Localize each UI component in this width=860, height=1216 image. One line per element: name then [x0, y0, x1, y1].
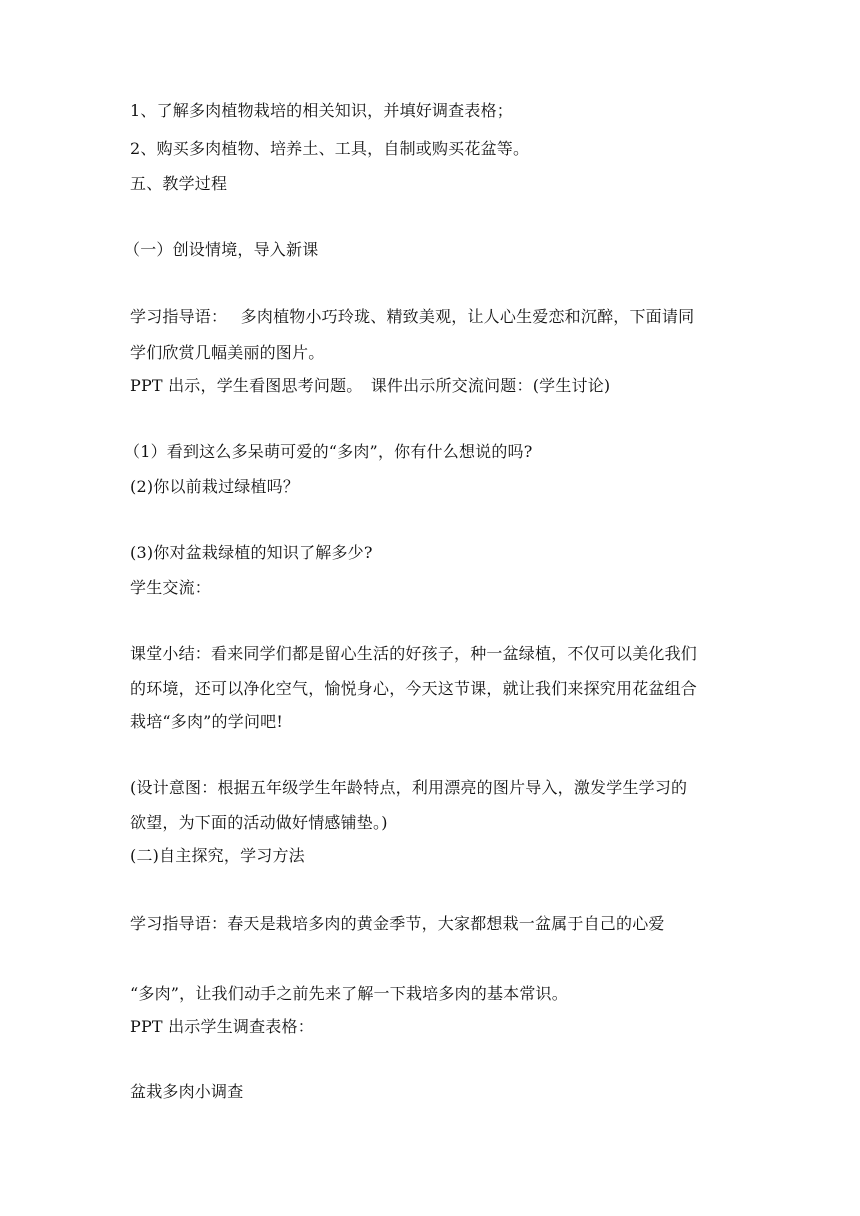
prep-item-1: 1、了解多肉植物栽培的相关知识，并填好调查表格；	[130, 101, 513, 120]
ppt-survey-instruction: PPT 出示学生调查表格：	[130, 1017, 314, 1036]
design-intent-line-1: (设计意图：根据五年级学生年龄特点，利用漂亮的图片导入，激发学生学习的	[130, 778, 688, 797]
guide-paragraph-line-2: 学们欣赏几幅美丽的图片。	[130, 343, 325, 362]
question-3: (3)你对盆栽绿植的知识了解多少?	[130, 543, 373, 562]
guide-paragraph-line-1: 学习指导语： 多肉植物小巧玲珑、精致美观，让人心生爱恋和沉醉，下面请同	[130, 307, 695, 326]
guide-paragraph-2-line-1: 学习指导语：春天是栽培多肉的黄金季节，大家都想栽一盆属于自己的心爱	[130, 914, 665, 933]
survey-title: 盆栽多肉小调查	[130, 1082, 244, 1101]
subsection-heading-2: (二)自主探究，学习方法	[130, 846, 305, 865]
summary-line-1: 课堂小结：看来同学们都是留心生活的好孩子，种一盆绿植，不仅可以美化我们	[130, 644, 698, 663]
section-heading-teaching-process: 五、教学过程	[130, 174, 228, 193]
guide-paragraph-2-line-2: “多肉”，让我们动手之前先来了解一下栽培多肉的基本常识。	[130, 984, 568, 1003]
summary-line-2: 的环境，还可以净化空气，愉悦身心，今天这节课，就让我们来探究用花盆组合	[130, 679, 698, 698]
question-1: （1）看到这么多呆萌可爱的“多肉”，你有什么想说的吗?	[124, 442, 533, 461]
summary-line-3: 栽培“多肉”的学问吧!	[130, 712, 283, 731]
prep-item-2: 2、购买多肉植物、培养土、工具，自制或购买花盆等。	[130, 139, 530, 158]
ppt-instruction: PPT 出示，学生看图思考问题。 课件出示所交流问题：(学生讨论)	[130, 376, 611, 395]
question-2: (2)你以前栽过绿植吗？	[130, 477, 300, 496]
design-intent-line-2: 欲望，为下面的活动做好情感铺垫。)	[130, 813, 388, 832]
subsection-heading-1: （一）创设情境，导入新课	[124, 240, 319, 259]
student-exchange: 学生交流：	[130, 578, 212, 597]
